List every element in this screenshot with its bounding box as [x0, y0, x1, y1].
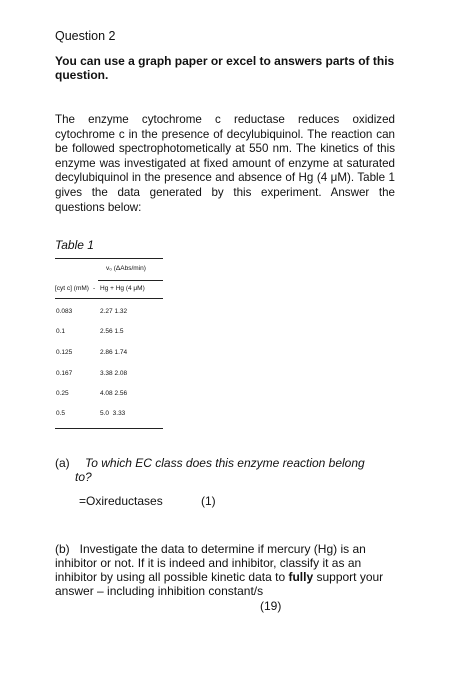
table-header-conc: [cyt c] (mM) [55, 285, 89, 292]
part-b-text: (b) Investigate the data to determine if mercury (Hg) is an inhibitor or not. If it is indeed and inhibitor, classify it as an inhibitor by using all possible kinetic data to [55, 542, 370, 584]
part-b-bold: fully [288, 570, 314, 584]
table-cell-conc: 0.167 [56, 370, 73, 377]
table-caption: Table 1 [55, 238, 94, 252]
table-header-vo: v₀ (ΔAbs/min) [106, 265, 146, 272]
table-cell-conc: 0.25 [56, 390, 69, 397]
table-bottom-rule [55, 428, 163, 429]
table-header-bottom-rule [55, 298, 163, 299]
part-a-question [55, 456, 400, 484]
table-header-dash: - [93, 285, 96, 292]
intro-paragraph: The enzyme cytochrome c reductase reduces oxidized cytochrome c in the presence of decylubiquinol. The reaction can be followed spectrophotometically at 550 nm. The kinetics of this enzyme was investigated at fixed amount of enzyme at saturated decylubiquinol in the presence and absence of Hg (4 μM). Table 1 gives the data generated by this experiment. Answer the questions below: [55, 113, 395, 214]
part-a-marks: (1) [201, 494, 216, 508]
part-a-answer: =Oxireductases [79, 494, 163, 508]
table-header-rule [98, 280, 163, 281]
table-cell-values: 4.08 2.56 [100, 390, 128, 397]
table-cell-values: 2.27 1.32 [100, 308, 128, 315]
table-cell-values: 2.86 1.74 [100, 349, 128, 356]
part-b-text-end: support your answer – including inhibition constant/s [55, 570, 384, 598]
question-instruction: You can use a graph paper or excel to answers parts of this question. [55, 54, 395, 82]
table-header-conditions: Hg + Hg (4 μM) [100, 285, 145, 292]
table-cell-values: 5.0 3.33 [100, 410, 126, 417]
table-cell-conc: 0.1 [56, 328, 66, 335]
table-cell-values: 2.56 1.5 [100, 328, 124, 335]
part-a-question-line2: to? [75, 470, 92, 484]
table-cell-conc: 0.5 [56, 410, 66, 417]
table-cell-values: 3.38 2.08 [100, 370, 128, 377]
part-b-marks: (19) [260, 599, 282, 613]
table-cell-conc: 0.125 [56, 349, 73, 356]
table-cell-conc: 0.083 [56, 308, 73, 315]
question-heading: Question 2 [55, 29, 116, 43]
table-top-rule [55, 258, 163, 259]
part-a-question-line1: To which EC class does this enzyme reaction belong [85, 456, 365, 470]
part-a-label: (a) [55, 456, 70, 470]
part-b-question [55, 542, 400, 598]
